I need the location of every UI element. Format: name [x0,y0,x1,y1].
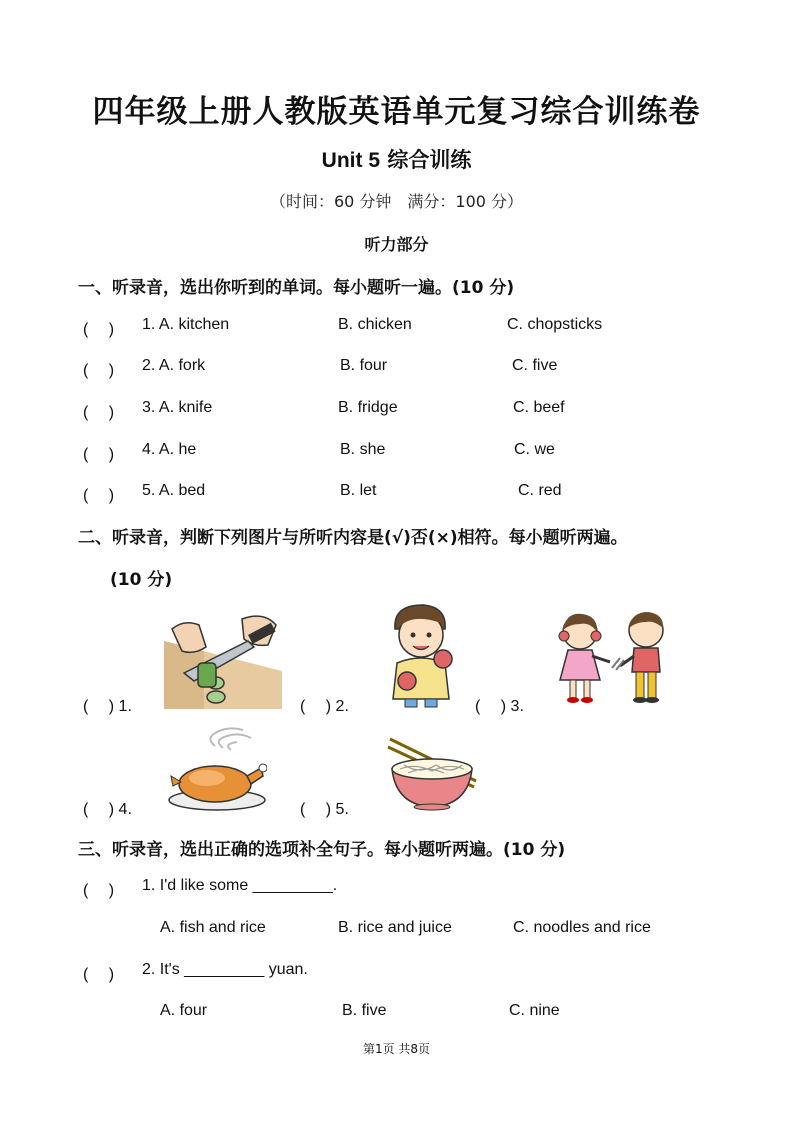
answer-blank[interactable]: ( ) [83,446,115,463]
answer-blank[interactable]: ( ) [83,404,115,421]
option-a: 3. A. knife [142,399,213,416]
answer-blank[interactable]: ( ) [83,487,115,504]
noodles-chopsticks-image [386,735,478,811]
answer-blank[interactable]: ( ) 1. [83,698,132,715]
option-c: C. red [518,482,562,499]
option-b: B. five [342,1002,387,1019]
page-title: 四年级上册人教版英语单元复习综合训练卷 [92,94,701,130]
section1-heading: 一、听录音，选出你听到的单词。每小题听一遍。(10 分) [78,278,515,298]
roast-chicken-image [167,726,267,812]
answer-blank[interactable]: ( ) [83,321,115,338]
option-b: B. she [340,441,386,458]
option-c: C. nine [509,1002,560,1019]
answer-blank[interactable]: ( ) 3. [475,698,524,715]
section2-heading-points: (10 分) [110,570,173,590]
answer-blank[interactable]: ( ) [83,362,115,379]
option-c: C. we [514,441,555,458]
answer-blank[interactable]: ( ) [83,882,115,899]
option-a: 5. A. bed [142,482,206,499]
page-footer: 第1页 共8页 [362,1042,431,1056]
unit-subtitle [0,144,793,174]
option-c: C. five [512,357,558,374]
option-b: B. chicken [338,316,412,333]
listening-section-label: 听力部分 [364,235,429,254]
answer-blank[interactable]: ( ) 5. [300,801,349,818]
option-b: B. let [340,482,377,499]
option-a: 4. A. he [142,441,197,458]
knife-cutting-image [164,611,282,709]
section2-heading: 二、听录音，判断下列图片与所听内容是(√)否(×)相符。每小题听两遍。 [78,528,628,548]
option-c: C. chopsticks [507,316,603,333]
option-c: C. beef [513,399,565,416]
option-b: B. four [340,357,388,374]
unit-subtitle-cn: 综合训练 [387,148,472,172]
answer-blank[interactable]: ( ) [83,966,115,983]
option-c: C. noodles and rice [513,919,651,936]
option-b: B. rice and juice [338,919,452,936]
option-a: A. four [160,1002,208,1019]
option-b: B. fridge [338,399,398,416]
unit-number: Unit 5 [321,149,381,172]
question-2-text: 2. It's _________ yuan. [142,961,308,978]
question-1-text: 1. I'd like some _________. [142,877,338,894]
option-a: A. fish and rice [160,919,266,936]
boy-with-apples-image [383,601,463,709]
children-with-fork-image [554,610,670,706]
option-a: 2. A. fork [142,357,206,374]
answer-blank[interactable]: ( ) 2. [300,698,349,715]
time-score-info: （时间：60 分钟 满分：100 分） [269,192,524,211]
answer-blank[interactable]: ( ) 4. [83,801,132,818]
section3-heading: 三、听录音，选出正确的选项补全句子。每小题听两遍。(10 分) [78,840,566,860]
option-a: 1. A. kitchen [142,316,230,333]
